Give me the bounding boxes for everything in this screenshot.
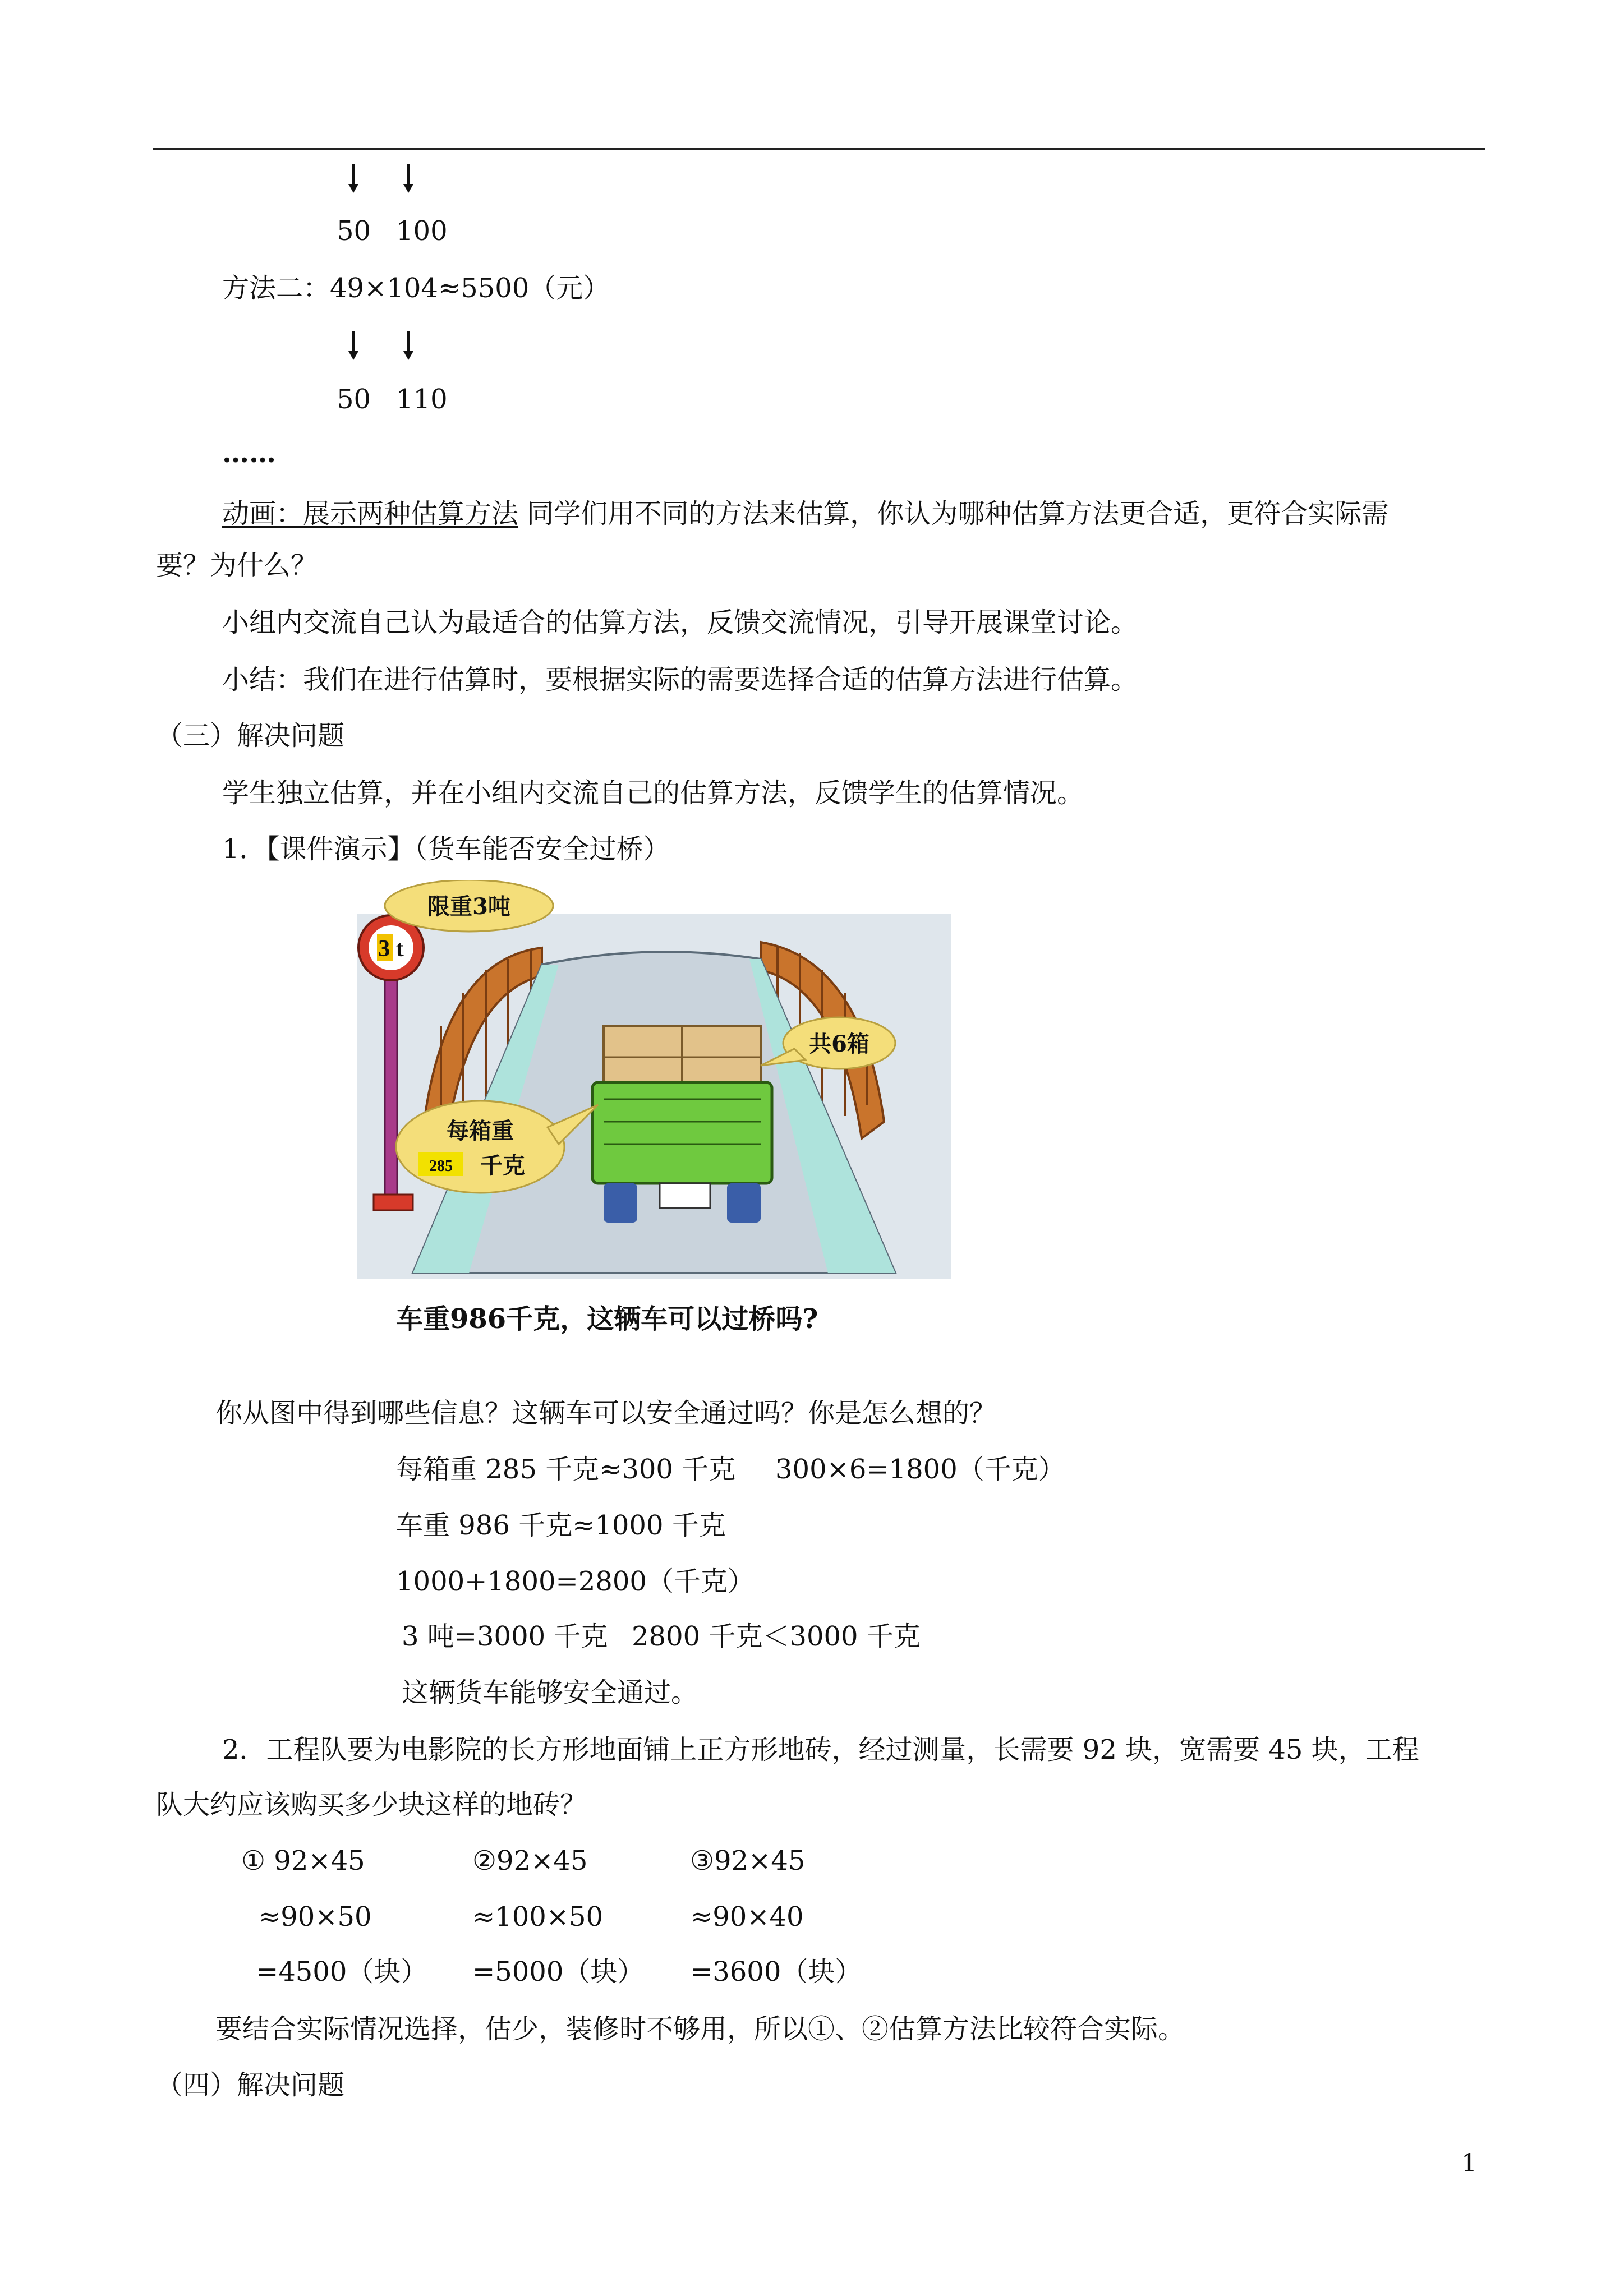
weight-bubble-unit: 千克 bbox=[480, 1152, 525, 1179]
estimate-2-line-1: ②92×45 bbox=[472, 1845, 588, 1877]
sign-label: 3 t bbox=[378, 936, 404, 962]
estimate-1-line-2: ≈90×50 bbox=[258, 1901, 372, 1933]
approx-value: 100 bbox=[396, 215, 448, 247]
item-2-line-1: 2．工程队要为电影院的长方形地面铺上正方形地砖，经过测量，长需要 92 块，宽需要 45 块，工程 bbox=[222, 1734, 1419, 1765]
estimate-3-line-3: =3600（块） bbox=[690, 1956, 862, 1988]
solution-line-4a: 3 吨=3000 千克 bbox=[402, 1621, 608, 1652]
animation-paragraph bbox=[222, 496, 1388, 532]
estimate-1-line-3: =4500（块） bbox=[256, 1956, 428, 1988]
animation-link[interactable]: 动画：展示两种估算方法 bbox=[222, 498, 519, 529]
approx-value: 110 bbox=[396, 384, 448, 415]
item-1-title: 1．【课件演示】（货车能否安全过桥） bbox=[222, 833, 670, 865]
estimate-3-line-2: ≈90×40 bbox=[690, 1901, 804, 1933]
down-arrow-icon bbox=[397, 329, 420, 362]
bridge-truck-illustration bbox=[357, 880, 951, 1279]
estimate-2-line-2: ≈100×50 bbox=[472, 1901, 604, 1933]
question-paragraph: 你从图中得到哪些信息？这辆车可以安全通过吗？你是怎么想的？ bbox=[215, 1398, 997, 1429]
figure-caption: 车重986千克，这辆车可以过桥吗? bbox=[396, 1303, 818, 1335]
solution-line-4b: 2800 千克＜3000 千克 bbox=[632, 1621, 921, 1652]
estimate-3-line-1: ③92×45 bbox=[690, 1845, 806, 1877]
paragraph-summary: 小结：我们在进行估算时，要根据实际的需要选择合适的估算方法进行估算。 bbox=[222, 664, 1138, 695]
paragraph-independent: 学生独立估算，并在小组内交流自己的估算方法，反馈学生的估算情况。 bbox=[222, 777, 1084, 809]
estimate-2-line-3: =5000（块） bbox=[472, 1956, 645, 1988]
animation-text: 同学们用不同的方法来估算，你认为哪种估算方法更合适，更符合实际需 bbox=[518, 498, 1389, 529]
solution-line-1b: 300×6=1800（千克） bbox=[775, 1454, 1065, 1485]
approx-value: 50 bbox=[337, 384, 371, 415]
paragraph-group-discussion: 小组内交流自己认为最适合的估算方法，反馈交流情况，引导开展课堂讨论。 bbox=[222, 607, 1138, 638]
weight-bubble-number: 285 bbox=[429, 1158, 453, 1175]
ellipsis: …… bbox=[222, 437, 276, 469]
header-rule bbox=[153, 148, 1485, 150]
solution-line-1a: 每箱重 285 千克≈300 千克 bbox=[396, 1454, 736, 1485]
paragraph-continuation: 要？为什么？ bbox=[156, 550, 318, 581]
method-two-line: 方法二：49×104≈5500（元） bbox=[222, 273, 610, 304]
down-arrow-icon bbox=[342, 329, 365, 362]
solution-line-3: 1000+1800=2800（千克） bbox=[396, 1566, 755, 1597]
estimate-1-line-1: ① 92×45 bbox=[241, 1845, 365, 1877]
section-heading-3: （三）解决问题 bbox=[156, 720, 345, 751]
approx-value: 50 bbox=[337, 215, 371, 247]
page-number: 1 bbox=[1461, 2149, 1477, 2178]
weight-bubble-line1: 每箱重 bbox=[447, 1118, 514, 1144]
conclusion-paragraph: 要结合实际情况选择，估少，装修时不够用，所以①、②估算方法比较符合实际。 bbox=[215, 2013, 1185, 2045]
section-heading-4: （四）解决问题 bbox=[156, 2069, 345, 2101]
limit-bubble-text: 限重3吨 bbox=[427, 893, 510, 920]
item-2-line-2: 队大约应该购买多少块这样的地砖？ bbox=[156, 1789, 587, 1820]
solution-line-2: 车重 986 千克≈1000 千克 bbox=[396, 1510, 726, 1541]
down-arrow-icon bbox=[342, 162, 365, 195]
count-bubble-text: 共6箱 bbox=[809, 1031, 869, 1057]
down-arrow-icon bbox=[397, 162, 420, 195]
solution-line-5: 这辆货车能够安全通过。 bbox=[402, 1677, 698, 1708]
